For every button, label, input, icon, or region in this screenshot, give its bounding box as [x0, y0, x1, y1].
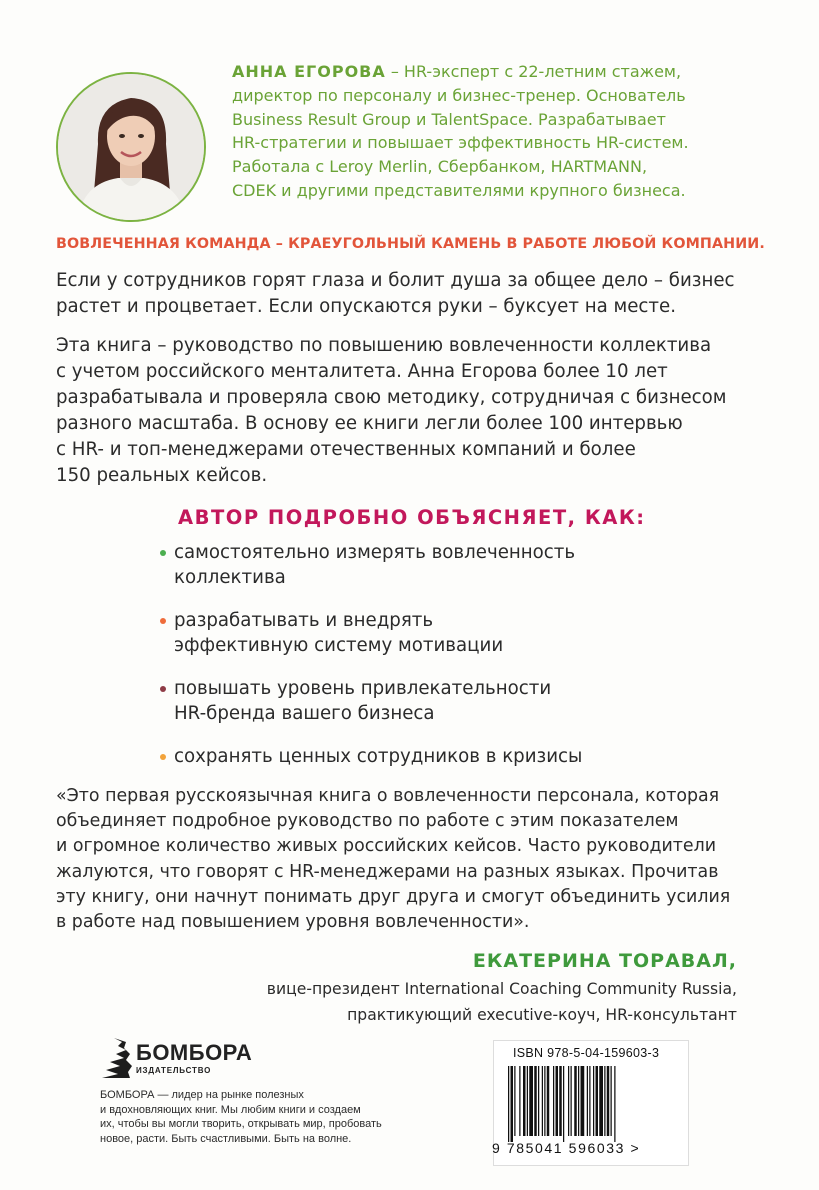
section-title: АВТОР ПОДРОБНО ОБЪЯСНЯЕТ, КАК: [178, 506, 646, 529]
paragraph-line: с учетом российского менталитета. Анна Егорова более 10 лет [56, 361, 668, 382]
quote-line: «Это первая русскоязычная книга о вовлеченности персонала, которая [56, 786, 720, 806]
barcode-bar [581, 1066, 585, 1136]
barcode-bar [508, 1066, 509, 1142]
paragraph-line: 150 реальных кейсов. [56, 465, 268, 486]
quote-line: объединяет подробное руководство по работе с этим показателем [56, 811, 679, 832]
testimonial-quote [56, 784, 766, 935]
publisher-line: их, чтобы вы могли творить, открывать мир, пробовать [100, 1118, 382, 1131]
barcode-bar [614, 1066, 615, 1142]
barcode-bar [574, 1066, 577, 1136]
barcode-bar [611, 1066, 612, 1136]
barcode-bar [538, 1066, 539, 1136]
bullet-dot-icon [160, 550, 166, 556]
barcode-bar [511, 1066, 514, 1142]
description-paragraph [56, 333, 756, 489]
list-item [160, 744, 760, 769]
barcode-bar [523, 1066, 526, 1136]
list-item [160, 608, 760, 658]
bombora-logo-icon [100, 1036, 134, 1080]
bullet-dot-icon [160, 686, 166, 692]
publisher-line: БОМБОРА — лидер на рынке полезных [100, 1089, 304, 1101]
publisher-name: БОМБОРА [136, 1040, 253, 1065]
bio-line: Работала с Leroy Merlin, Сбербанком, HARTMANN, [232, 157, 648, 177]
barcode-digits: 9 785041 596033 > [492, 1140, 641, 1156]
author-bio [232, 60, 772, 203]
barcode-bar [534, 1066, 537, 1136]
bio-text: – HR-эксперт с 22-летним стажем, [390, 62, 682, 81]
paragraph-line: разрабатывала и проверяла свою методику, сотрудничая с бизнесом [56, 387, 727, 408]
role-line: практикующий executive-коуч, HR-консультант [347, 1006, 737, 1024]
paragraph-line: Эта книга – руководство по повышению вовлеченности коллектива [56, 335, 712, 356]
barcode-bar [596, 1066, 599, 1136]
benefits-list [160, 540, 760, 787]
barcode-bar [593, 1066, 594, 1136]
publisher-line: и вдохновляющих книг. Мы любим книги и создаем [100, 1103, 361, 1116]
barcode-bar [607, 1066, 610, 1136]
list-item-line: сохранять ценных сотрудников в кризисы [174, 746, 583, 767]
barcode-bar [599, 1066, 603, 1136]
list-item [160, 676, 760, 726]
list-item [160, 540, 760, 590]
paragraph-line: растет и процветает. Если опускаются руки – буксует на месте. [56, 296, 677, 317]
barcode-bars [500, 1062, 670, 1144]
barcode-bar [519, 1066, 520, 1136]
barcode-bar [544, 1066, 545, 1136]
bio-line-1 [232, 60, 772, 84]
intro-paragraph [56, 268, 756, 320]
bio-line: Business Result Group и TalentSpace. Разрабатывает [232, 109, 666, 129]
bullet-dot-icon [160, 754, 166, 760]
paragraph-line: Если у сотрудников горят глаза и болит душа за общее дело – бизнес [56, 270, 735, 291]
barcode-bar [568, 1066, 569, 1136]
barcode-bar [571, 1066, 572, 1136]
list-item-line: повышать уровень привлекательности [174, 678, 552, 699]
quote-line: и огромное количество живых российских кейсов. Часто руководители [56, 836, 717, 857]
role-line: вице-президент International Coaching Community Russia, [266, 980, 737, 998]
list-item-line: эффективную систему мотивации [174, 635, 504, 656]
barcode-bar [563, 1066, 564, 1142]
isbn-label: ISBN 978-5-04-159603-3 [513, 1046, 660, 1060]
bio-line: HR-стратегии и повышает эффективность HR-систем. [232, 133, 689, 153]
quote-author-role [177, 976, 737, 1028]
barcode-bar [578, 1066, 579, 1136]
quote-line: жалуются, что говорят с HR-менеджерами на разных языках. Прочитав [56, 861, 719, 882]
publisher-subtitle: ИЗДАТЕЛЬСТВО [136, 1066, 212, 1075]
bullet-dot-icon [160, 618, 166, 624]
barcode-bar [547, 1066, 550, 1136]
publisher-line: новое, расти. Быть счастливыми. Быть на волне. [100, 1133, 352, 1146]
quote-line: эту книгу, они начнут понимать друг друга и смогут объединить усилия [56, 886, 731, 907]
list-item-line: самостоятельно измерять вовлеченность [174, 542, 576, 563]
barcode-bar [529, 1066, 533, 1136]
barcode-bar [587, 1066, 588, 1136]
barcode-bar [556, 1066, 559, 1136]
barcode-bar [527, 1066, 528, 1136]
barcode-bar [589, 1066, 590, 1136]
paragraph-line: с HR- и топ-менеджерами отечественных компаний и более [56, 439, 636, 460]
bio-line: директор по персоналу и бизнес-тренер. Основатель [232, 85, 686, 105]
bio-line: СDEK и другими представителями крупного бизнеса. [232, 180, 686, 200]
author-portrait [56, 72, 206, 222]
quote-line: в работе над повышением уровня вовлеченности». [56, 912, 530, 933]
barcode-bar [542, 1066, 543, 1136]
author-name: АННА ЕГОРОВА [232, 62, 386, 81]
publisher-description [100, 1088, 430, 1147]
barcode-bar [604, 1066, 605, 1136]
barcode-bar [514, 1066, 515, 1136]
list-item-line: коллектива [174, 567, 286, 588]
quote-author-name: ЕКАТЕРИНА ТОРАВАЛ, [472, 950, 737, 972]
list-item-line: разрабатывать и внедрять [174, 610, 434, 631]
paragraph-line: разного масштаба. В основу ее книги легли более 100 интервью [56, 413, 683, 434]
barcode-bar [559, 1066, 562, 1136]
barcode-bar [553, 1066, 554, 1136]
author-photo-illustration [58, 74, 204, 220]
headline: ВОВЛЕЧЕННАЯ КОМАНДА – КРАЕУГОЛЬНЫЙ КАМЕНЬ В РАБОТЕ ЛЮБОЙ КОМПАНИИ. [56, 236, 765, 252]
list-item-line: HR-бренда вашего бизнеса [174, 703, 435, 724]
